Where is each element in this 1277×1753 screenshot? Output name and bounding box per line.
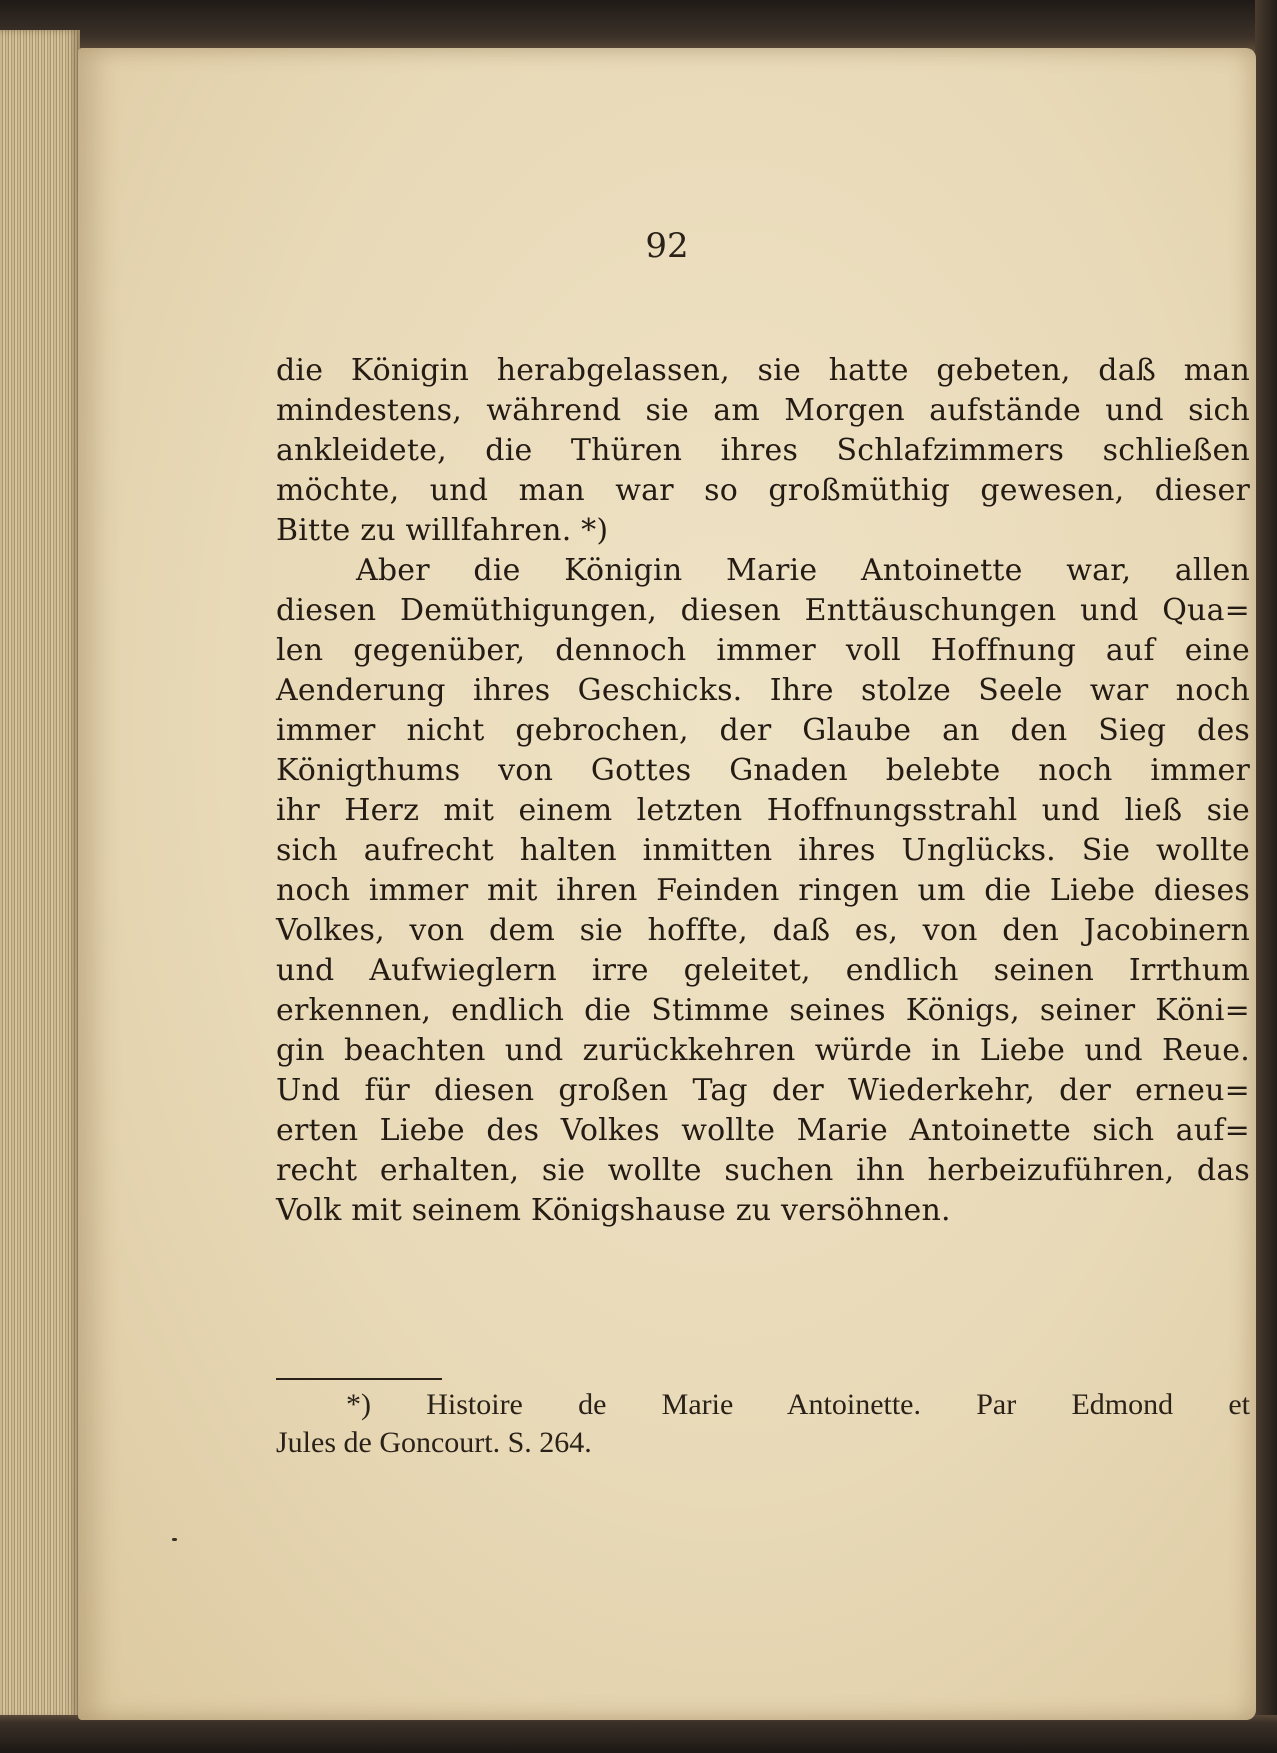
text-line: immer nicht gebrochen, der Glaube an den Sieg des xyxy=(276,713,1250,748)
text-line: Bitte zu willfahren. *) xyxy=(276,513,609,548)
text-line: erkennen, endlich die Stimme seines Königs, seiner Köni= xyxy=(276,993,1250,1028)
text-line: diesen Demüthigungen, diesen Enttäuschungen und Qua= xyxy=(276,593,1250,628)
text-line: möchte, und man war so großmüthig gewesen, dieser xyxy=(276,473,1250,508)
text-line: erten Liebe des Volkes wollte Marie Antoinette sich auf= xyxy=(276,1113,1250,1148)
page-number: 92 xyxy=(645,226,689,266)
footnote-line: *) Histoire de Marie Antoinette. Par Edmond et xyxy=(346,1388,1250,1421)
text-line: die Königin herabgelassen, sie hatte gebeten, daß man xyxy=(276,353,1250,388)
paragraph-2 xyxy=(276,551,1250,1231)
text-line: noch immer mit ihren Feinden ringen um die Liebe dieses xyxy=(276,873,1250,908)
bottom-binding-edge xyxy=(0,1715,1277,1753)
text-line: len gegenüber, dennoch immer voll Hoffnung auf eine xyxy=(276,633,1250,668)
text-line: Volkes, von dem sie hoffte, daß es, von den Jacobinern xyxy=(276,913,1250,948)
text-line: Aenderung ihres Geschicks. Ihre stolze Seele war noch xyxy=(276,673,1250,708)
text-line: sich aufrecht halten inmitten ihres Unglücks. Sie wollte xyxy=(276,833,1250,868)
footnote xyxy=(276,1386,1250,1462)
text-line: ihr Herz mit einem letzten Hoffnungsstrahl und ließ sie xyxy=(276,793,1250,828)
text-line: Und für diesen großen Tag der Wiederkehr, der erneu= xyxy=(276,1073,1250,1108)
text-line: und Aufwieglern irre geleitet, endlich seinen Irrthum xyxy=(276,953,1250,988)
text-line: gin beachten und zurückkehren würde in Liebe und Reue. xyxy=(276,1033,1250,1068)
text-line: recht erhalten, sie wollte suchen ihn herbeizuführen, das xyxy=(276,1153,1250,1188)
footnote-line: Jules de Goncourt. S. 264. xyxy=(276,1426,592,1459)
text-line: ankleidete, die Thüren ihres Schlafzimmers schließen xyxy=(276,433,1250,468)
book-page xyxy=(78,48,1256,1720)
text-line: Königthums von Gottes Gnaden belebte noch immer xyxy=(276,753,1250,788)
text-line: Volk mit seinem Königshause zu versöhnen. xyxy=(276,1193,951,1228)
top-binding-edge xyxy=(0,0,1277,52)
text-line: Aber die Königin Marie Antoinette war, allen xyxy=(356,553,1250,588)
right-binding-edge xyxy=(1255,0,1277,1753)
text-line: mindestens, während sie am Morgen aufstände und sich xyxy=(276,393,1250,428)
footnote-rule xyxy=(276,1378,442,1380)
ink-speck xyxy=(172,1538,177,1541)
page-edges xyxy=(0,30,80,1720)
body-text xyxy=(276,351,1250,1231)
paragraph-1 xyxy=(276,351,1250,551)
